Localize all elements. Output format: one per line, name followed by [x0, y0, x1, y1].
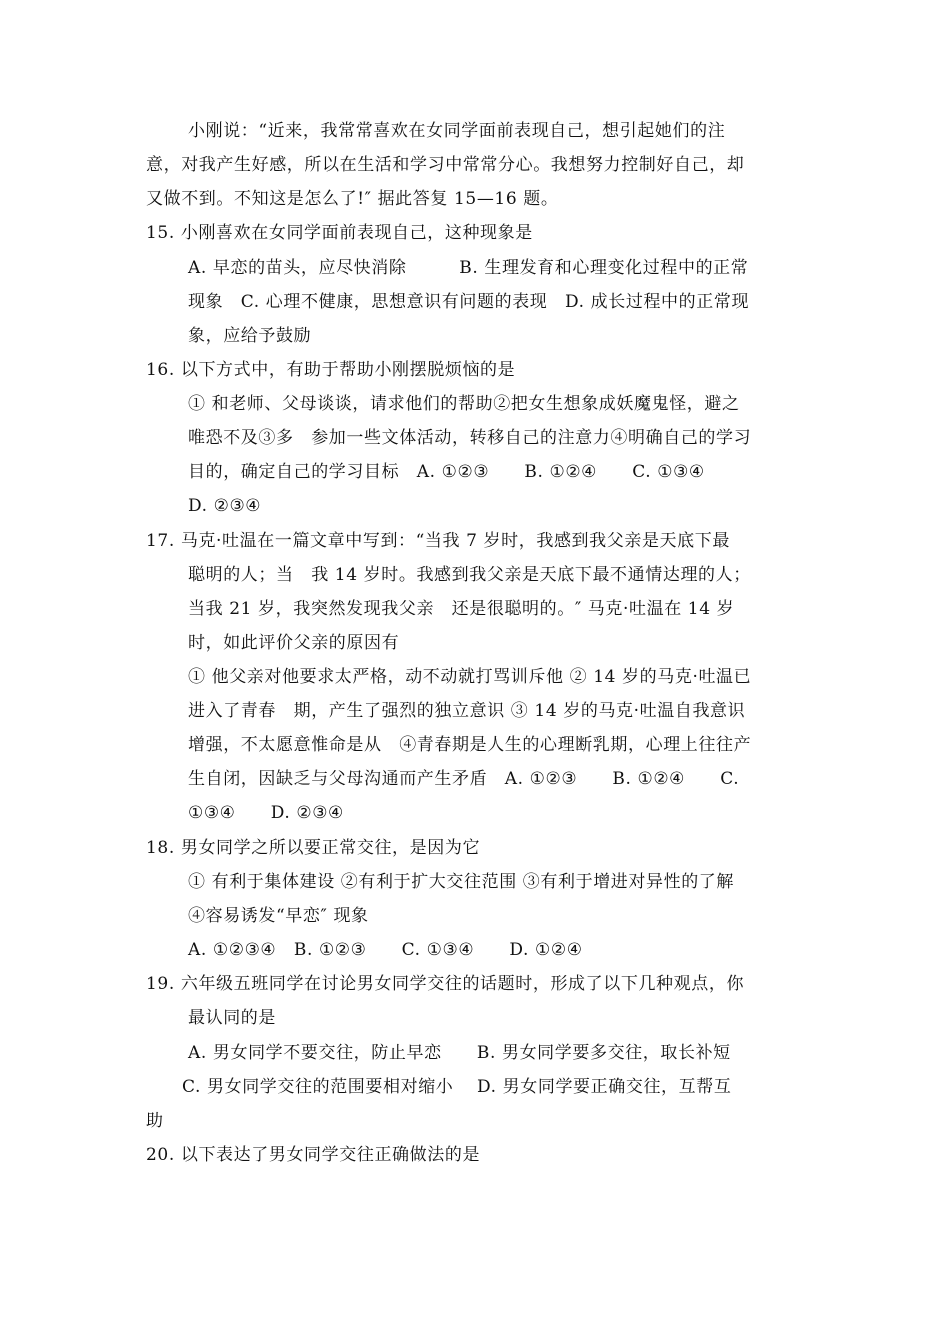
question-18-options: A. ①②③④ B. ①②③ C. ①③④ D. ①②④	[188, 940, 583, 960]
question-19-options: A. 男女同学不要交往，防止早恋 B. 男女同学要多交往，取长补短	[188, 1043, 731, 1063]
intro-line: 小刚说：“近来，我常常喜欢在女同学面前表现自己，想引起她们的注	[188, 121, 726, 141]
question-19-stem: 19. 六年级五班同学在讨论男女同学交往的话题时，形成了以下几种观点，你	[146, 974, 745, 994]
question-15-options: 现象 C. 心理不健康，思想意识有问题的表现 D. 成长过程中的正常现	[188, 292, 750, 312]
question-16-body: D. ②③④	[188, 496, 262, 516]
question-19-body: 最认同的是	[188, 1008, 276, 1028]
question-17-body: ①③④ D. ②③④	[188, 803, 344, 823]
question-16-body: 目的，确定自己的学习目标 A. ①②③ B. ①②④ C. ①③④	[188, 462, 705, 482]
question-16-body: ① 和老师、父母谈谈，请求他们的帮助②把女生想象成妖魔鬼怪，避之	[188, 394, 740, 414]
question-17-body: 增强，不太愿意惟命是从 ④青春期是人生的心理断乳期，心理上往往产	[188, 735, 752, 755]
question-17-body: 进入了青春 期，产生了强烈的独立意识 ③ 14 岁的马克·吐温自我意识	[188, 701, 746, 721]
intro-line: 又做不到。不知这是怎么了!″ 据此答复 15—16 题。	[146, 189, 559, 209]
question-15-options: 象，应给予鼓励	[188, 326, 312, 346]
question-19-options: 助	[146, 1111, 164, 1131]
question-17-body: ① 他父亲对他要求太严格，动不动就打骂训斥他 ② 14 岁的马克·吐温已	[188, 667, 752, 687]
question-16-stem: 16. 以下方式中，有助于帮助小刚摆脱烦恼的是	[146, 360, 516, 380]
question-17-body: 聪明的人；当 我 14 岁时。我感到我父亲是天底下最不通情达理的人；	[188, 565, 751, 585]
question-19-options: C. 男女同学交往的范围要相对缩小 D. 男女同学要正确交往，互帮互	[182, 1077, 732, 1097]
intro-line: 意，对我产生好感，所以在生活和学习中常常分心。我想努力控制好自己，却	[146, 155, 745, 175]
question-17-body: 当我 21 岁，我突然发现我父亲 还是很聪明的。″ 马克·吐温在 14 岁	[188, 599, 735, 619]
question-18-body: ④容易诱发“早恋″ 现象	[188, 906, 369, 926]
question-18-stem: 18. 男女同学之所以要正常交往，是因为它	[146, 838, 481, 858]
question-16-body: 唯恐不及③多 参加一些文体活动，转移自己的注意力④明确自己的学习	[188, 428, 752, 448]
question-17-body: 生自闭，因缺乏与父母沟通而产生矛盾 A. ①②③ B. ①②④ C.	[188, 769, 740, 789]
question-15-options: A. 早恋的苗头，应尽快消除 B. 生理发育和心理变化过程中的正常	[188, 258, 749, 278]
question-15-stem: 15. 小刚喜欢在女同学面前表现自己，这种现象是	[146, 223, 533, 243]
question-17-body: 时，如此评价父亲的原因有	[188, 633, 400, 653]
question-20-stem: 20. 以下表达了男女同学交往正确做法的是	[146, 1145, 481, 1165]
question-18-body: ① 有利于集体建设 ②有利于扩大交往范围 ③有利于增进对异性的了解	[188, 872, 735, 892]
question-17-stem: 17. 马克·吐温在一篇文章中写到：“当我 7 岁时，我感到我父亲是天底下最	[146, 531, 730, 551]
